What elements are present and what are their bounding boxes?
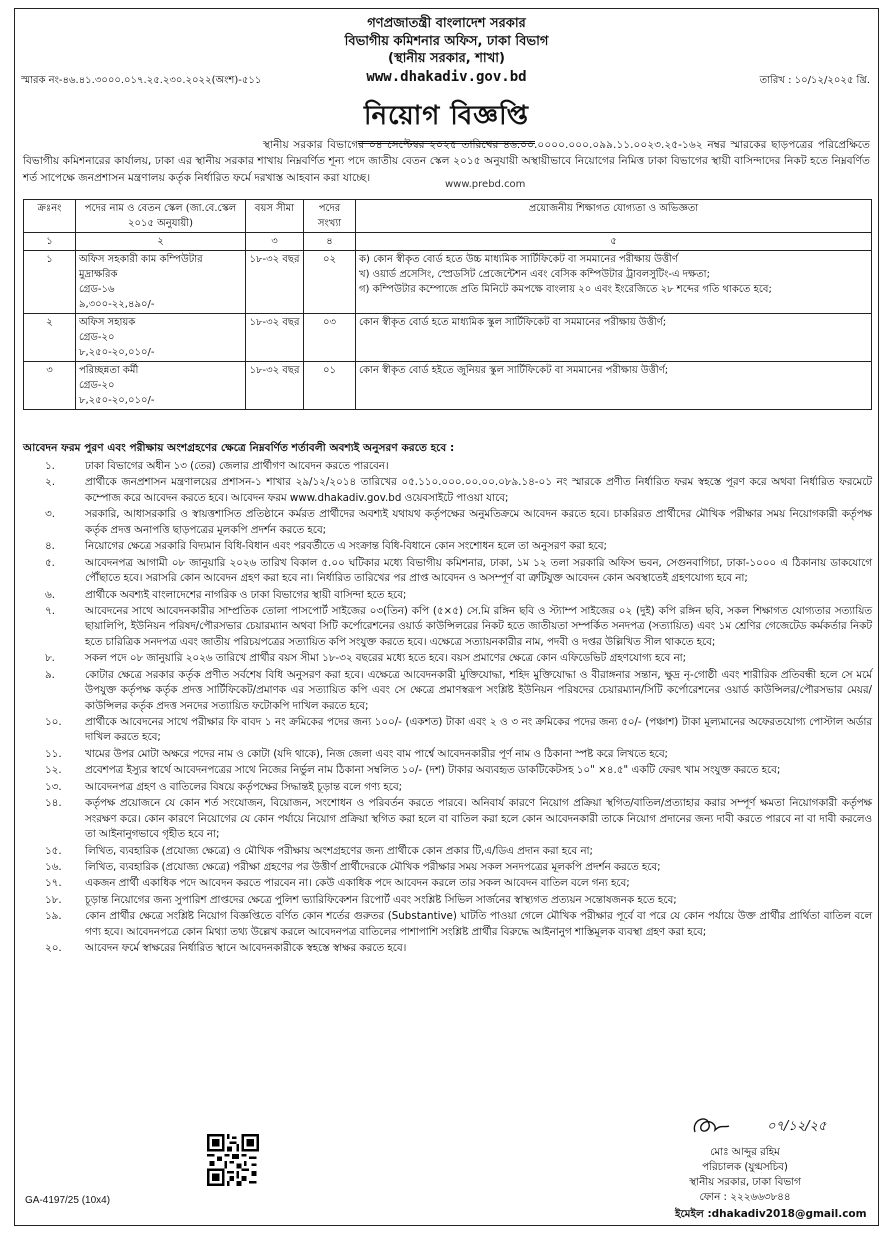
row-serial: ৩ bbox=[24, 362, 76, 410]
item-text: আবেদন ফর্মে স্বাক্ষরের নির্ধারিত স্থানে আবেদনকারীকে স্বহস্তে স্বাক্ষর করতে হবে। bbox=[85, 942, 407, 955]
post-grade: গ্রেড-২০ bbox=[79, 380, 115, 391]
item-text: লিখিত, ব্যবহারিক (প্রযোজ্য ক্ষেত্রে) ও মৌখিক পরীক্ষায় অংশগ্রহণের জন্য প্রার্থীকে কোন প্রকার টি,এ/ডিএ প্রদান করা হবে না; bbox=[85, 844, 593, 857]
item-number: ২০. bbox=[45, 942, 62, 955]
table-row bbox=[24, 251, 872, 314]
signatory-name: মোঃ আব্দুর রহিম bbox=[710, 1146, 780, 1158]
item-number: ১৯. bbox=[45, 910, 62, 923]
item-number: ১৭. bbox=[45, 877, 62, 890]
item-number: ৪. bbox=[45, 540, 55, 553]
memo-reference: স্মারক নং-৪৬.৪১.৩০০০.০১৭.২৫.২৩০.২০২২(অংশ)-৫১১ bbox=[21, 75, 262, 86]
header-post: পদের নাম ও বেতন স্কেল (জা.বে.স্কেল ২০১৫ অনুযায়ী) bbox=[76, 200, 246, 233]
item-text: প্রার্থীকে আবেদনের সাথে পরীক্ষার ফি বাবদ ১ নং ক্রমিকের পদের জন্য ১০০/- (একশত) টাকা এবং ২ ও ৩ নং ক্রমিকের পদের জন্য ৫০/- (পঞ্চাশ) টাকা মূল্যমানের অফেরতযোগ্য পোস্টাল অর্ডার দাখিল করতে হবে; bbox=[85, 716, 872, 744]
list-item bbox=[23, 763, 872, 778]
item-text: আবেদনের সাথে আবেদনকারীর সাম্প্রতিক তোলা পাসপোর্ট সাইজের ০৩(তিন) কপি (৫×৫) সে.মি রঙ্গিন ছবি ও স্ট্যাম্প সাইজের ০২ (দুই) কপি রঙ্গিন ছবি, সকল শিক্ষাগত যোগ্যতার সত্যায়িত ছায়ালিপি, ইউনিয়ন পরিষদ/পৌরসভার চেয়ারম্যান অথবা সিটি কর্পোরেশনের ওয়ার্ড কাউন্সিলরের নিকট হতে জাতীয়তা সম্পর্কিত সনদপত্র (সত্যায়িত) এবং ১ম শ্রেণির গেজেটেড কর্মকর্তার নিকট হতে চারিত্রিক সনদপত্র এবং জাতীয় পরিচয়পত্রের সত্যায়িত কপি সংযুক্ত করতে হবে। এক্ষেত্রে সত্যায়নকারীর নাম, পদবী ও দপ্তর উল্লিখিত সীল থাকতে হবে; bbox=[85, 604, 872, 648]
item-text: কোটার ক্ষেত্রে সরকার কর্তৃক প্রণীত সর্বশেষ বিধি অনুসরণ করা হবে। এক্ষেত্রে আবেদনকারী মুক্তিযোদ্ধা, শহিদ মুক্তিযোদ্ধা ও বীরাঙ্গনার সন্তান, ক্ষুদ্র নৃ-গোষ্ঠী এবং শারীরিক প্রতিবন্ধী হলে সে মর্মে উপযুক্ত কর্তৃপক্ষ কর্তৃক প্রদত্ত সার্টিফিকেট/প্রমাণক এর সত্যায়িত কপি এবং সে ক্ষেত্রে প্রমাণস্বরূপ সংশ্লিষ্ট ইউনিয়ন পরিষদের চেয়ারম্যান/সিটি কর্পোরেশনের ওয়ার্ড কাউন্সিলর/পৌরসভার মেয়র/কাউন্সিলর কর্তৃক প্রদত্ত সনদের সত্যায়িত ফটোকপি দাখিল করতে হবে; bbox=[85, 668, 872, 712]
row-age: ১৮-৩২ বছর bbox=[246, 251, 304, 314]
item-number: ৫. bbox=[45, 556, 55, 569]
item-number: ৯. bbox=[45, 668, 55, 681]
list-item bbox=[23, 556, 872, 587]
list-item bbox=[23, 796, 872, 842]
colnum: ২ bbox=[76, 233, 246, 251]
item-text: চূড়ান্ত নিয়োগের জন্য সুপারিশ প্রাপ্তদের ক্ষেত্রে পুলিশ ভ্যারিফিকেশন রিপোর্ট এবং সংশ্লিষ্ট সিভিল সার্জনের স্বাস্থ্যগত প্রত্যয়ন সন্তোষজনক হতে হবে; bbox=[85, 893, 677, 906]
list-item bbox=[23, 780, 872, 795]
intro-paragraph: স্থানীয় সরকার বিভাগের ০৪ সেপ্টেম্বর ২০২৫ তারিখের ৪৬.০০.০০০০.০০০.০৯৯.১১.০০২৩.২৫-১৬২ নম্বর স্মারকের ছাড়পত্রের পরিপ্রেক্ষিতে বিভাগীয় কমিশনারের কার্যালয়, ঢাকা এর স্থানীয় সরকার শাখায় নিম্নবর্ণিত শূন্য পদে জাতীয় বেতন স্কেল ২০১৫ অনুযায়ী অস্থায়ীভাবে নিয়োগের নিমিত্ত ঢাকা বিভাগের স্থায়ী বাসিন্দাদের নিকট হতে নিম্নবর্ণিত শর্ত সাপেক্ষে জনপ্রশাসন মন্ত্রণালয় কর্তৃক নির্ধারিত ফর্মে দরখাস্ত আহবান করা যাচ্ছে। bbox=[23, 139, 870, 184]
item-number: ১৩. bbox=[45, 780, 62, 793]
list-item bbox=[23, 539, 872, 554]
office-name: বিভাগীয় কমিশনার অফিস, ঢাকা বিভাগ bbox=[344, 33, 549, 49]
row-count: ০২ bbox=[304, 251, 356, 314]
qualification-a: ক) কোন স্বীকৃত বোর্ড হতে উচ্চ মাধ্যমিক সার্টিফিকেট বা সমমানের পরীক্ষায় উত্তীর্ণ bbox=[359, 254, 678, 265]
list-item bbox=[23, 941, 872, 956]
website-link[interactable]: www.dhakadiv.gov.bd bbox=[366, 68, 527, 85]
post-scale: ৮,২৫০-২০,০১০/- bbox=[79, 395, 155, 406]
item-text: খামের উপর মোটা অক্ষরে পদের নাম ও কোটা (যদি থাকে), নিজ জেলা এবং বাম পার্শ্বে আবেদনকারীর পূর্ণ নাম ও ঠিকানা স্পষ্ট করে লিখতে হবে; bbox=[85, 747, 669, 760]
item-number: ২. bbox=[45, 476, 55, 489]
row-post bbox=[76, 314, 246, 362]
row-serial: ২ bbox=[24, 314, 76, 362]
signatory-email[interactable]: ইমেইল :dhakadiv2018@gmail.com bbox=[675, 1208, 867, 1220]
item-number: ১১. bbox=[45, 747, 62, 760]
colnum: ৫ bbox=[356, 233, 872, 251]
notice-page bbox=[14, 8, 879, 1226]
table-row bbox=[24, 362, 872, 410]
list-item bbox=[23, 747, 872, 762]
list-item bbox=[23, 876, 872, 891]
list-item bbox=[23, 893, 872, 908]
ga-code: GA-4197/25 (10x4) bbox=[25, 1195, 111, 1206]
row-serial: ১ bbox=[24, 251, 76, 314]
header-age: বয়স সীমা bbox=[246, 200, 304, 233]
item-number: ১২. bbox=[45, 764, 62, 777]
item-number: ১৪. bbox=[45, 797, 62, 810]
item-number: ৮. bbox=[45, 652, 55, 665]
item-text: আবেদনপত্র গ্রহণ ও বাতিলের বিষয়ে কর্তৃপক্ষের সিদ্ধান্তই চূড়ান্ত বলে গণ্য হবে; bbox=[85, 780, 403, 793]
signatory-phone: ফোন : ২২২৬৬৩৮৪৪ bbox=[699, 1190, 791, 1203]
row-post bbox=[76, 362, 246, 410]
post-name: অফিস সহকারী কাম কম্পিউটার মুদ্রাক্ষরিক bbox=[79, 254, 203, 280]
item-text: সরকারি, আধাসরকারি ও স্বায়ত্তশাসিত প্রতিষ্ঠানে কর্মরত প্রার্থীদের অবশ্যই যথাযথ কর্তৃপক্ষের অনুমতিক্রমে আবেদন করতে হবে। চাকরিরত প্রার্থীদের মৌখিক পরীক্ষার সময় নিয়োগকারী কর্তৃপক্ষ কর্তৃক প্রদত্ত অনাপত্তি ছাড়পত্রের মূলকপি প্রদর্শন করতে হবে; bbox=[85, 508, 872, 536]
list-item bbox=[23, 715, 872, 746]
item-number: ১৮. bbox=[45, 893, 62, 906]
post-grade: গ্রেড-১৬ bbox=[79, 284, 115, 295]
qualification-b: খ) ওয়ার্ড প্রসেসিং, স্প্রেডসিট প্রেজেন্টেশন এবং বেসিক কম্পিউটার ট্রাবলসুটিং-এ দক্ষতা; bbox=[359, 269, 710, 280]
list-item bbox=[23, 860, 872, 875]
page-title: নিয়োগ বিজ্ঞপ্তি bbox=[358, 95, 535, 144]
item-text: ঢাকা বিভাগের অধীন ১৩ (তের) জেলার প্রার্থীগণ আবেদন করতে পারবেন। bbox=[85, 460, 389, 472]
posts-table bbox=[23, 199, 872, 410]
memo-row bbox=[21, 73, 870, 89]
item-number: ১৬. bbox=[45, 860, 62, 873]
memo-date: তারিখ : ১০/১২/২০২৫ খ্রি. bbox=[759, 75, 870, 86]
row-qualification: কোন স্বীকৃত বোর্ড হইতে জুনিয়র স্কুল সার্টিফিকেট বা সমমানের পরীক্ষায় উত্তীর্ণ; bbox=[356, 362, 872, 410]
header-count: পদের সংখ্যা bbox=[304, 200, 356, 233]
conditions-heading: আবেদন ফরম পুরণ এবং পরীক্ষায় অংশগ্রহণের ক্ষেত্রে নিম্নবর্ণিত শর্তাবলী অবশ্যই অনুসরণ করতে হবে : bbox=[23, 442, 455, 454]
item-number: ৬. bbox=[45, 588, 55, 601]
list-item bbox=[23, 844, 872, 859]
post-grade: গ্রেড-২০ bbox=[79, 332, 115, 343]
colnum: ৪ bbox=[304, 233, 356, 251]
watermark-text: www.prebd.com bbox=[445, 179, 526, 190]
list-item bbox=[23, 909, 872, 940]
header-serial: ক্রঃনং bbox=[24, 200, 76, 233]
item-text: আবেদনপত্র আগামী ০৮ জানুয়ারি ২০২৬ তারিখ বিকাল ৫.০০ ঘটিকার মধ্যে বিভাগীয় কমিশনার, ঢাকা, ১ম ১২ তলা সরকারি অফিস ভবন, সেগুনবাগিচা, ঢাকা-১০০০ এ ঠিকানায় ডাকযোগে পৌঁছাতে হবে। সরাসরি কোন আবেদন গ্রহণ করা হবে না। নির্ধারিত তারিখের পর প্রাপ্ত আবেদন ও অসম্পূর্ণ বা ত্রুটিযুক্ত আবেদন কোন অবস্থাতেই গ্রহণযোগ্য হবে না; bbox=[85, 556, 872, 585]
item-number: ১০. bbox=[45, 716, 62, 728]
item-text: একজন প্রার্থী একাধিক পদে আবেদন করতে পারবেন না। কেউ একাধিক পদে আবেদন করলে তার সকল আবেদন বাতিল বলে গন্য হবে; bbox=[85, 877, 630, 890]
post-name: পরিচ্ছন্নতা কর্মী bbox=[79, 365, 139, 376]
row-qualification bbox=[356, 251, 872, 314]
row-age: ১৮-৩২ বছর bbox=[246, 362, 304, 410]
row-count: ০৩ bbox=[304, 314, 356, 362]
list-item bbox=[23, 588, 872, 603]
item-text: কোন প্রার্থীর ক্ষেত্রে সংশ্লিষ্ট নিয়োগ বিজ্ঞপ্তিতে বর্ণিত কোন শর্তের গুরুতর (Substantive) ঘাটতি পাওয়া গেলে মৌখিক পরীক্ষার পূর্বে বা পরে যে কোন পর্যায়ে উক্ত প্রার্থীর প্রার্থিতা বাতিল বলে গণ্য হবে। আবেদনপত্রে কোন মিথ্যা তথ্য উল্লেখ করলে আবেদনপত্র বাতিলের পাশাপাশি সংশ্লিষ্ট প্রার্থীর বিরুদ্ধে আইনানুগ শাস্তিমূলক ব্যবস্থা গ্রহণ করা হবে; bbox=[85, 910, 872, 938]
table-header-row bbox=[24, 200, 872, 233]
item-text: লিখিত, ব্যবহারিক (প্রযোজ্য ক্ষেত্রে) পরীক্ষা গ্রহণের পর উত্তীর্ণ প্রার্থীদেরকে মৌখিক পরীক্ষার সময় সকল সনদপত্রের মূলকপি প্রদর্শন করতে হবে; bbox=[85, 860, 661, 873]
signature-date: ০৭/১২/২৫ bbox=[767, 1119, 827, 1134]
row-age: ১৮-৩২ বছর bbox=[246, 314, 304, 362]
list-item bbox=[23, 507, 872, 538]
list-item bbox=[23, 604, 872, 650]
item-text: সকল পদে ০৮ জানুয়ারি ২০২৬ তারিখে প্রার্থীর বয়স সীমা ১৮-৩২ বছরের মধ্যে হতে হবে। বয়স প্রমাণের ক্ষেত্রে কোন এফিডেভিট গ্রহণযোগ্য হবে না; bbox=[85, 652, 687, 665]
item-number: ৩. bbox=[45, 508, 55, 521]
list-item bbox=[23, 459, 872, 474]
post-scale: ৮,২৫০-২০,০১০/- bbox=[79, 347, 155, 358]
item-text: প্রার্থীকে অবশ্যই বাংলাদেশের নাগরিক ও ঢাকা বিভাগের স্থায়ী বাসিন্দা হতে হবে; bbox=[85, 588, 407, 601]
signatory-office: স্থানীয় সরকার, ঢাকা বিভাগ bbox=[689, 1175, 801, 1188]
signatory-block bbox=[625, 1145, 865, 1205]
row-count: ০১ bbox=[304, 362, 356, 410]
item-text: কর্তৃপক্ষ প্রয়োজনে যে কোন শর্ত সংযোজন, বিয়োজন, সংশোধন ও পরিবর্তন করতে পারবে। অনিবার্য কারণে নিয়োগ প্রক্রিয়া স্থগিত/বাতিল/প্রত্যাহার করার সম্পূর্ণ ক্ষমতা নিয়োগকারী কর্তৃপক্ষ সংরক্ষণ করে। কোন কারণে নিয়োগের যে কোন পর্যায়ে নিয়োগ প্রক্রিয়া স্থগিত করা হলে বা বাতিল করা হলে কোন আবেদনকারী তাকে নিয়োগ প্রদানের জন্য দাবী করতে পারবে না বা দাবী করলেও তা আইনানুগভাবে গৃহীত হবে না; bbox=[85, 797, 872, 841]
govt-name: গণপ্রজাতন্ত্রী বাংলাদেশ সরকার bbox=[367, 16, 526, 31]
item-text: নিয়োগের ক্ষেত্রে সরকারি বিদ্যমান বিধি-বিধান এবং পরবর্তীতে এ সংক্রান্ত বিধি-বিধানে কোন সংশোধন হলে তা অনুসরণ করা হবে; bbox=[85, 540, 607, 553]
colnum: ৩ bbox=[246, 233, 304, 251]
list-item bbox=[23, 475, 872, 506]
conditions-list bbox=[23, 459, 872, 958]
qualification-c: গ) কম্পিউটার কম্পোজে প্রতি মিনিটে কমপক্ষে বাংলায় ২০ এবং ইংরেজিতে ২৮ শব্দের গতি থাকতে হবে; bbox=[359, 284, 772, 295]
table-row bbox=[24, 314, 872, 362]
item-number: ১. bbox=[45, 460, 55, 472]
item-number: ১৫. bbox=[45, 844, 62, 857]
row-qualification: কোন স্বীকৃত বোর্ড হতে মাধ্যমিক স্কুল সার্টিফিকেট বা সমমানের পরীক্ষায় উত্তীর্ণ; bbox=[356, 314, 872, 362]
list-item bbox=[23, 668, 872, 714]
post-scale: ৯,৩০০-২২,৪৯০/- bbox=[79, 299, 155, 310]
table-colnum-row bbox=[24, 233, 872, 251]
colnum: ১ bbox=[24, 233, 76, 251]
list-item bbox=[23, 651, 872, 666]
branch-name: (স্থানীয় সরকার, শাখা) bbox=[388, 51, 505, 67]
item-number: ৭. bbox=[45, 604, 55, 617]
qr-code-icon bbox=[207, 1134, 259, 1186]
row-post bbox=[76, 251, 246, 314]
signatory-designation: পরিচালক (যুগ্মসচিব) bbox=[702, 1160, 788, 1173]
item-text: প্রবেশপত্র ইস্যুর স্বার্থে আবেদনপত্রের সাথে নিজের নির্ভুল নাম ঠিকানা সম্বলিত ১০/- (দশ) টাকার অব্যবহৃত ডাকটিকেটসহ ১০" ×৪.৫" একটি ফেরৎ খাম সংযুক্ত করতে হবে; bbox=[85, 764, 781, 777]
header-qualification: প্রয়োজনীয় শিক্ষাগত যোগ্যতা ও অভিজ্ঞতা bbox=[356, 200, 872, 233]
item-text: প্রার্থীকে জনপ্রশাসন মন্ত্রণালয়ের প্রশাসন-১ শাখার ২৯/১২/২০১৪ তারিখের ০৫.১১০.০০০.০০.০০.০৮৯.১৪-০১ নং স্মারকে প্রণীত নির্ধারিত ফরম স্বহস্তে পূরণ করে অথবা নির্ধারিত ফরমেটে কম্পোজ করে আবেদন করতে হবে। আবেদন ফরম www.dhakadiv.gov.bd ওয়েবসাইটে পাওয়া যাবে; bbox=[85, 476, 872, 504]
post-name: অফিস সহায়ক bbox=[79, 317, 136, 328]
